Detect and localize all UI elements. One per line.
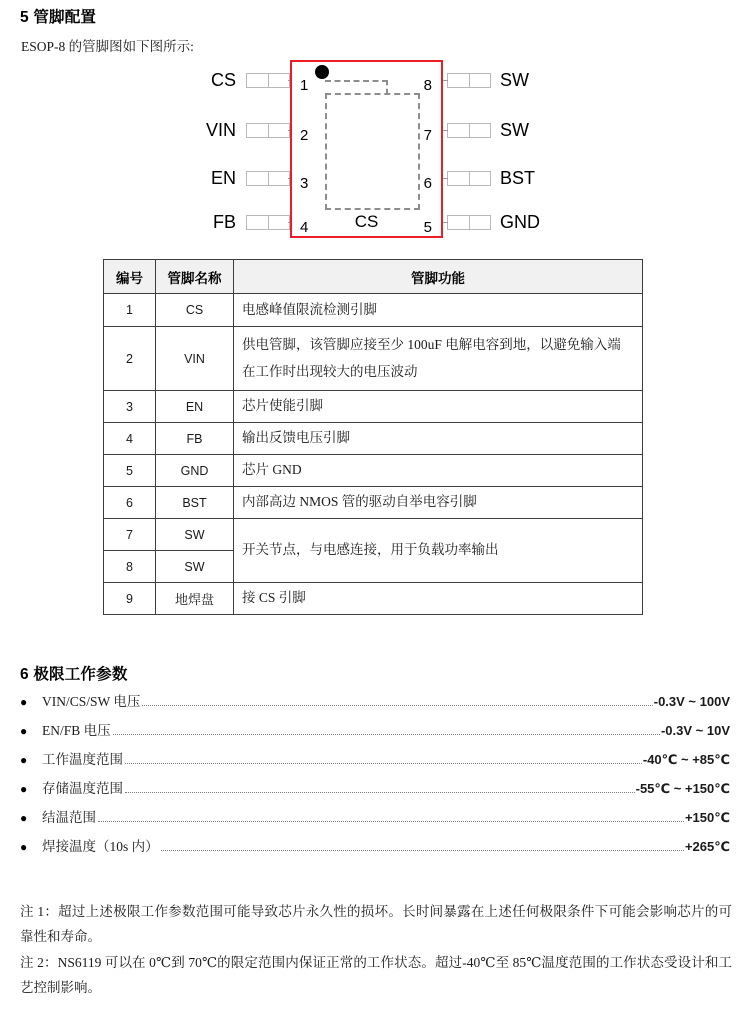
cell-pin-func: 供电管脚，该管脚应接至少 100uF 电解电容到地，以避免输入端在工作时出现较大的电压波动: [234, 327, 643, 391]
table-header-name: 管脚名称: [156, 260, 234, 294]
leader-dots: [125, 753, 642, 764]
list-item: [20, 806, 730, 835]
footnotes: [20, 900, 732, 1002]
leader-dots: [161, 840, 684, 851]
thermal-pad-notch: [325, 80, 388, 94]
thermal-pad-outline: [325, 93, 420, 210]
cell-pin-func: 芯片 GND: [234, 455, 643, 487]
list-item: [20, 748, 730, 777]
list-item: [20, 777, 730, 806]
pin-number-8: 8: [423, 77, 432, 94]
cell-pin-name: 地焊盘: [156, 583, 234, 615]
table-row: [104, 423, 643, 455]
spec-value: -55℃ ~ +150℃: [635, 781, 730, 796]
pin-label-vin: VIN: [205, 120, 236, 140]
cell-pin-name: SW: [156, 551, 234, 583]
pin-label-gnd: GND: [500, 212, 540, 232]
pin-label-sw-7: SW: [500, 120, 529, 140]
thermal-pad-label: CS: [354, 212, 379, 231]
bullet-icon: ●: [20, 811, 28, 825]
footnote-2: 注 2：NS6119 可以在 0℃到 70℃的限定范围内保证正常的工作状态。超过-40℃至 85℃温度范围的工作状态受设计和工艺控制影响。: [20, 954, 732, 995]
absolute-maximum-ratings-list: [20, 690, 730, 864]
cell-pin-no: 6: [104, 487, 156, 519]
cell-pin-name: FB: [156, 423, 234, 455]
cell-pin-no: 2: [104, 327, 156, 391]
cell-pin-func: 输出反馈电压引脚: [234, 423, 643, 455]
bullet-icon: ●: [20, 695, 28, 709]
cell-pin-name: SW: [156, 519, 234, 551]
spec-label: 存储温度范围: [42, 781, 123, 796]
pin-label-sw-8: SW: [500, 70, 529, 90]
pin-configuration-diagram: [0, 55, 750, 245]
bullet-icon: ●: [20, 753, 28, 767]
spec-label: EN/FB 电压: [42, 723, 111, 738]
leader-dots: [125, 782, 635, 793]
leader-dots: [142, 695, 652, 706]
pin-label-bst: BST: [500, 168, 536, 188]
table-header-func: 管脚功能: [234, 260, 643, 294]
table-row: [104, 487, 643, 519]
cell-pin-no: 9: [104, 583, 156, 615]
cell-pin-name: VIN: [156, 327, 234, 391]
spec-label: 焊接温度（10s 内）: [42, 839, 159, 854]
lead-pin-6: [447, 171, 491, 186]
cell-pin-no: 7: [104, 519, 156, 551]
cell-pin-func: 芯片使能引脚: [234, 391, 643, 423]
spec-label: VIN/CS/SW 电压: [42, 694, 141, 709]
bullet-icon: ●: [20, 724, 28, 738]
cell-pin-name: BST: [156, 487, 234, 519]
cell-pin-no: 1: [104, 294, 156, 327]
pin-number-3: 3: [300, 175, 309, 192]
list-item: [20, 835, 730, 864]
list-item: [20, 690, 730, 719]
cell-pin-no: 4: [104, 423, 156, 455]
spec-value: -0.3V ~ 10V: [660, 723, 730, 738]
cell-pin-func-merged: 开关节点，与电感连接，用于负载功率输出: [234, 519, 643, 583]
table-header-no: 编号: [104, 260, 156, 294]
pin-number-7: 7: [423, 127, 432, 144]
table-row: [104, 294, 643, 327]
cell-pin-func: 接 CS 引脚: [234, 583, 643, 615]
pin-number-5: 5: [423, 219, 432, 236]
pin-diagram-intro-text: ESOP-8 的管脚图如下图所示:: [21, 39, 194, 54]
section-6-heading: 6 极限工作参数: [20, 666, 128, 683]
lead-pin-7: [447, 123, 491, 138]
spec-value: +265℃: [684, 839, 730, 854]
cell-pin-no: 5: [104, 455, 156, 487]
section-5-heading: 5 管脚配置: [20, 9, 97, 26]
cell-pin-name: GND: [156, 455, 234, 487]
pin-number-1: 1: [300, 77, 309, 94]
lead-pin-4: [246, 215, 290, 230]
pin-number-2: 2: [300, 127, 309, 144]
bullet-icon: ●: [20, 782, 28, 796]
spec-value: -0.3V ~ 100V: [653, 694, 730, 709]
leader-dots: [113, 724, 660, 735]
bullet-icon: ●: [20, 840, 28, 854]
lead-pin-1: [246, 73, 290, 88]
table-row: [104, 391, 643, 423]
lead-pin-2: [246, 123, 290, 138]
leader-dots: [98, 811, 684, 822]
lead-pin-5: [447, 215, 491, 230]
cell-pin-func: 电感峰值限流检测引脚: [234, 294, 643, 327]
pin-number-6: 6: [423, 175, 432, 192]
pin-function-table: [103, 259, 643, 615]
table-header-row: [104, 260, 643, 294]
table-row: [104, 519, 643, 551]
pin-label-en: EN: [210, 168, 236, 188]
pin-label-fb: FB: [212, 212, 236, 232]
table-row: [104, 327, 643, 391]
table-row: [104, 455, 643, 487]
chip-body-outline: [290, 60, 443, 238]
pin-label-cs-1: CS: [210, 70, 236, 90]
spec-label: 结温范围: [42, 810, 96, 825]
lead-pin-8: [447, 73, 491, 88]
spec-value: -40℃ ~ +85℃: [642, 752, 730, 767]
cell-pin-func: 内部高边 NMOS 管的驱动自举电容引脚: [234, 487, 643, 519]
pin-1-marker-dot: [315, 65, 329, 79]
cell-pin-no: 8: [104, 551, 156, 583]
cell-pin-name: EN: [156, 391, 234, 423]
cell-pin-name: CS: [156, 294, 234, 327]
spec-value: +150℃: [684, 810, 730, 825]
table-row: [104, 583, 643, 615]
list-item: [20, 719, 730, 748]
spec-label: 工作温度范围: [42, 752, 123, 767]
footnote-1: 注 1：超过上述极限工作参数范围可能导致芯片永久性的损坏。长时间暴露在上述任何极限条件下可能会影响芯片的可靠性和寿命。: [20, 904, 732, 944]
cell-pin-no: 3: [104, 391, 156, 423]
pin-number-4: 4: [300, 219, 309, 236]
lead-pin-3: [246, 171, 290, 186]
